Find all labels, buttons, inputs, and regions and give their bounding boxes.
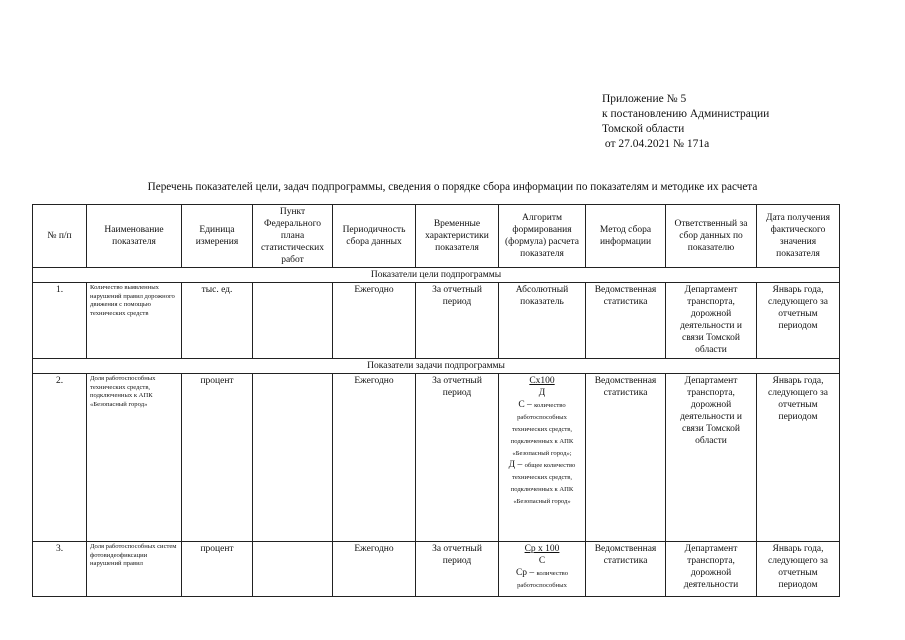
- section-row-goals: [33, 268, 840, 283]
- variable-symbol: С –: [518, 400, 535, 410]
- cell-fed-plan: [253, 542, 333, 597]
- cell-periodicity: Ежегодно: [333, 542, 416, 597]
- cell-unit: процент: [182, 374, 253, 542]
- header-method: Метод сбора информации: [586, 205, 666, 268]
- cell-responsible: [666, 542, 757, 597]
- cell-name: Количество выявленных нарушений правил дорожного движения с помощью технических средств: [87, 283, 182, 359]
- cell-date: Январь года, следующего за отчетным периодом: [757, 283, 840, 359]
- header-date: Дата получения фактического значения показателя: [757, 205, 840, 268]
- appendix-line: от 27.04.2021 № 171а: [602, 138, 710, 150]
- table-row: [33, 374, 840, 542]
- formula-numerator: Ср х 100: [524, 544, 560, 554]
- cell-fed-plan: [253, 374, 333, 542]
- cell-fed-plan: [253, 283, 333, 359]
- cell-time: За отчетный период: [416, 374, 499, 542]
- cell-method: Ведомственная статистика: [586, 283, 666, 359]
- cell-unit: тыс. ед.: [182, 283, 253, 359]
- indicators-table: [32, 204, 840, 597]
- header-responsible: Ответственный за сбор данных по показателю: [666, 205, 757, 268]
- cell-num: 1.: [33, 283, 87, 359]
- cell-time: За отчетный период: [416, 283, 499, 359]
- cell-periodicity: Ежегодно: [333, 283, 416, 359]
- variable-symbol: Ср –: [515, 568, 537, 578]
- header-num: № п/п: [33, 205, 87, 268]
- appendix-block: [602, 92, 769, 152]
- formula-denominator: Д: [538, 388, 546, 398]
- responsible-text: Департамент транспорта, дорожной деятельности: [683, 544, 739, 590]
- table-row: [33, 542, 840, 597]
- variable-description: общее количество технических средств, подключенных к АПК «Безопасный город»: [510, 462, 576, 505]
- cell-num: 3.: [33, 542, 87, 597]
- header-name: Наименование показателя: [87, 205, 182, 268]
- variable-description: количество работоспособных: [517, 570, 569, 589]
- formula-variable: [502, 399, 582, 459]
- header-time: Временные характеристики показателя: [416, 205, 499, 268]
- cell-time: За отчетный период: [416, 542, 499, 597]
- header-periodicity: Периодичность сбора данных: [333, 205, 416, 268]
- section-row-tasks: [33, 359, 840, 374]
- header-algorithm: Алгоритм формирования (формула) расчета показателя: [499, 205, 586, 268]
- cell-num: 2.: [33, 374, 87, 542]
- header-fed-plan: Пункт Федерального плана статистических работ: [253, 205, 333, 268]
- cell-date: Январь года, следующего за отчетным периодом: [757, 542, 840, 597]
- cell-name: Доля работоспособных систем фотовидеофиксации нарушений правил: [87, 542, 182, 597]
- formula-numerator: Сх100: [529, 376, 555, 386]
- cell-responsible: Департамент транспорта, дорожной деятельности и связи Томской области: [666, 374, 757, 542]
- appendix-line: Томской области: [602, 123, 685, 135]
- appendix-line: к постановлению Администрации: [602, 108, 770, 120]
- variable-symbol: Д –: [508, 460, 525, 470]
- formula-denominator: С: [538, 556, 546, 566]
- section-label: Показатели задачи подпрограммы: [33, 359, 840, 374]
- appendix-line: Приложение № 5: [602, 93, 687, 105]
- cell-responsible: Департамент транспорта, дорожной деятельности и связи Томской области: [666, 283, 757, 359]
- variable-description: количество работоспособных технических средств, подключенных к АПК «Безопасный город»;: [510, 402, 574, 457]
- cell-date: Январь года, следующего за отчетным периодом: [757, 374, 840, 542]
- cell-periodicity: Ежегодно: [333, 374, 416, 542]
- section-label: Показатели цели подпрограммы: [33, 268, 840, 283]
- document-title: Перечень показателей цели, задач подпрограммы, сведения о порядке сбора информации по показателям и методике их расчета: [147, 181, 758, 193]
- header-unit: Единица измерения: [182, 205, 253, 268]
- cell-algorithm: Абсолютный показатель: [499, 283, 586, 359]
- table-header-row: [33, 205, 840, 268]
- cell-method: Ведомственная статистика: [586, 374, 666, 542]
- cell-algorithm: [499, 374, 586, 542]
- cell-method: Ведомственная статистика: [586, 542, 666, 597]
- formula-variable: [502, 459, 582, 507]
- table-row: [33, 283, 840, 359]
- formula-variable: [502, 567, 582, 591]
- cell-algorithm: [499, 542, 586, 597]
- cell-unit: процент: [182, 542, 253, 597]
- cell-name: Доля работоспособных технических средств, подключенных к АПК «Безопасный город»: [87, 374, 182, 542]
